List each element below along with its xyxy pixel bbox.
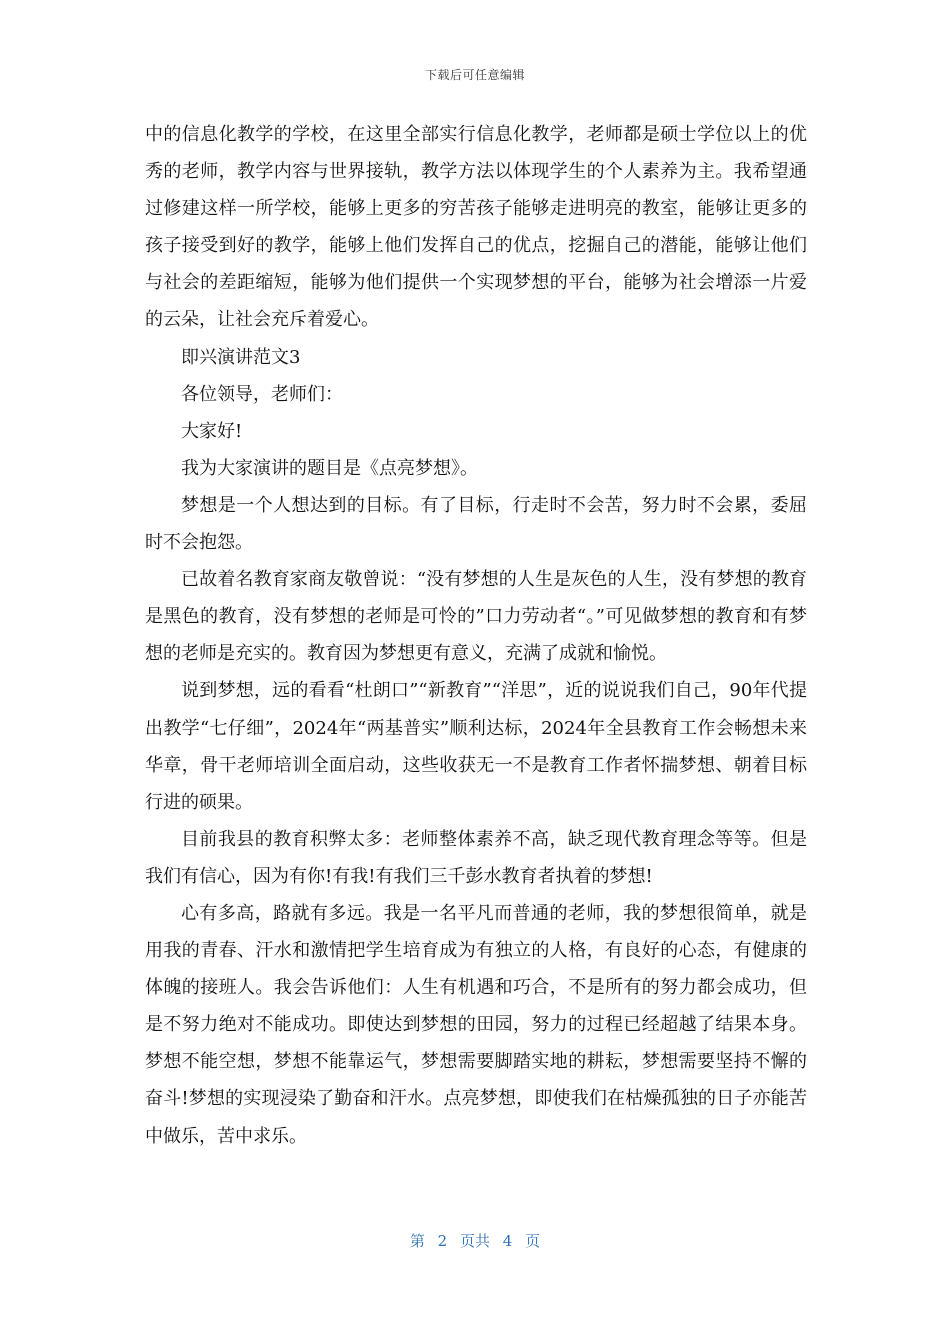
- body-paragraph: 心有多高，路就有多远。我是一名平凡而普通的老师，我的梦想很简单，就是用我的青春、汗水和激情把学生培育成为有独立的人格，有良好的心态，有健康的体魄的接班人。我会告诉他们：人生有机遇和巧合，不是所有的努力都会成功，但是不努力绝对不能成功。即使达到梦想的田园，努力的过程已经超越了结果本身。梦想不能空想，梦想不能靠运气，梦想需要脚踏实地的耕耘，梦想需要坚持不懈的奋斗!梦想的实现浸染了勤奋和汗水。点亮梦想，即使我们在枯燥孤独的日子亦能苦中做乐，苦中求乐。: [145, 902, 807, 1147]
- section-title: 即兴演讲范文3: [181, 346, 301, 368]
- body-paragraph: 中的信息化教学的学校，在这里全部实行信息化教学，老师都是硕士学位以上的优秀的老师，教学内容与世界接轨，教学方法以体现学生的个人素养为主。我希望通过修建这样一所学校，能够上更多的穷苦孩子能够走进明亮的教室，能够让更多的孩子接受到好的教学，能够上他们发挥自己的优点，挖掘自己的潜能，能够让他们与社会的差距缩短，能够为他们提供一个实现梦想的平台，能够为社会增添一片爱的云朵，让社会充斥着爱心。: [145, 124, 807, 331]
- body-paragraph: 我为大家演讲的题目是《点亮梦想》。: [181, 457, 478, 479]
- body-paragraph: 已故着名教育家商友敬曾说：“没有梦想的人生是灰色的人生，没有梦想的教育是黑色的教育，没有梦想的老师是可怜的”口力劳动者“。”可见做梦想的教育和有梦想的老师是充实的。教育因为梦想更有意义，充满了成就和愉悦。: [145, 569, 807, 665]
- page-header: 下载后可任意编辑: [424, 68, 525, 82]
- body-paragraph: 说到梦想，远的看看“杜朗口”“新教育”“洋思”，近的说说我们自己，90年代提出教学“七仔细”，2024年“两基普实”顺利达标，2024年全县教育工作会畅想未来华章，骨干老师培训全面启动，这些收获无一不是教育工作者怀揣梦想、朝着目标行进的硕果。: [145, 680, 807, 813]
- document-body: [145, 116, 807, 1155]
- greeting: 大家好!: [181, 420, 243, 442]
- salutation: 各位领导，老师们：: [181, 383, 343, 405]
- body-paragraph: 梦想是一个人想达到的目标。有了目标，行走时不会苦，努力时不会累，委屈时不会抱怨。: [145, 494, 807, 554]
- page-number-footer: 第 2 页共 4 页: [409, 1232, 541, 1250]
- body-paragraph: 目前我县的教育积弊太多：老师整体素养不高，缺乏现代教育理念等等。但是我们有信心，因为有你!有我!有我们三千彭水教育者执着的梦想!: [145, 828, 807, 887]
